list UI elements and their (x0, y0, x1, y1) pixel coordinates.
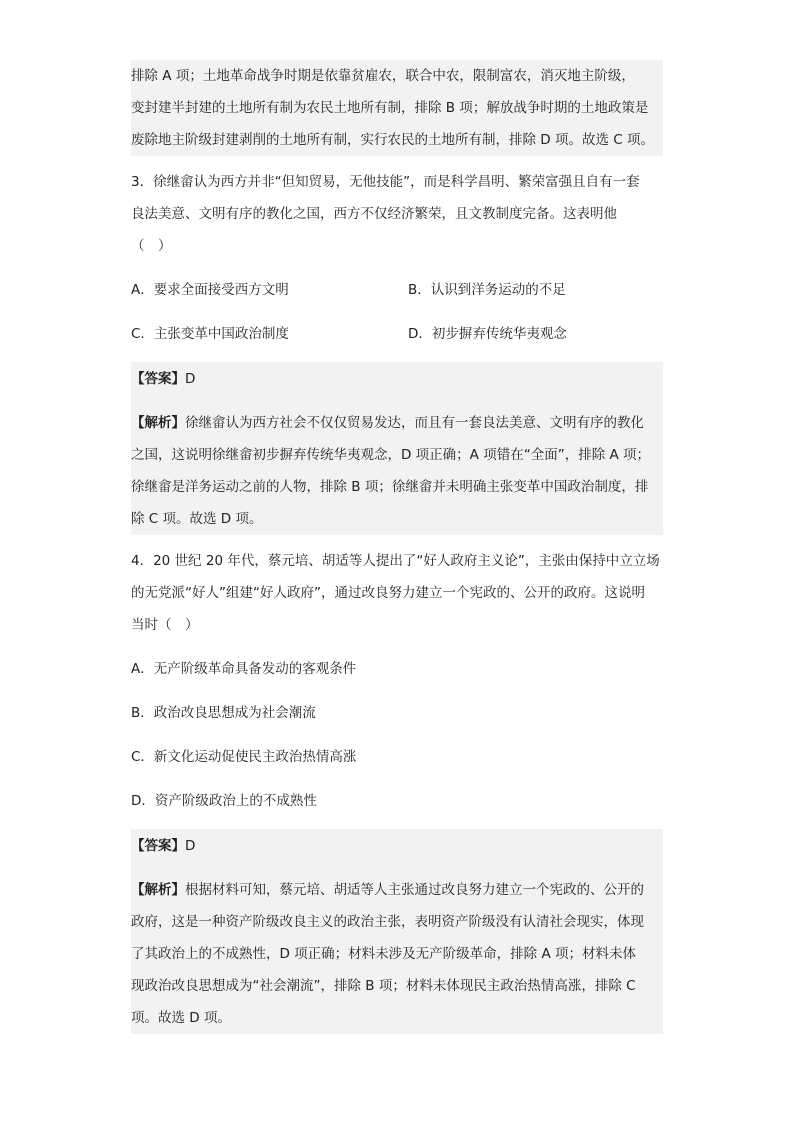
question-3-options-row-2 (131, 318, 663, 350)
analysis-line: 政府，这是一种资产阶级改良主义的政治主张，表明资产阶级没有认清社会现实，体现 (131, 914, 644, 930)
answer-line (131, 830, 663, 862)
option-b: B．认识到洋务运动的不足 (408, 282, 566, 298)
answer-value: D (185, 371, 196, 387)
option-c: C．主张变革中国政治制度 (131, 326, 289, 342)
analysis-line: 废除地主阶级封建剥削的土地所有制，实行农民的土地所有制，排除 D 项。故选 C 项。 (131, 132, 654, 148)
option-a: A．无产阶级革命具备发动的客观条件 (131, 661, 357, 677)
analysis-text: 根据材料可知，蔡元培、胡适等人主张通过改良努力建立一个宪政的、公开的 (185, 882, 644, 898)
analysis-line: 了其政治上的不成熟性，D 项正确；材料未涉及无产阶级革命，排除 A 项；材料未体 (131, 946, 637, 962)
option-c: C．新文化运动促使民主政治热情高涨 (131, 749, 357, 765)
option-d: D．资产阶级政治上的不成熟性 (131, 793, 317, 809)
question-stem-line: 4．20 世纪 20 年代，蔡元培、胡适等人提出了“好人政府主义论”，主张由保持中立立场 (131, 553, 660, 569)
answer-line (131, 363, 663, 395)
question-stem-line: 良法美意、文明有序的教化之国，西方不仅经济繁荣，且文教制度完备。这表明他 (131, 206, 617, 222)
analysis-line: 除 C 项。故选 D 项。 (131, 511, 263, 527)
question-stem-line: 当时（ ） (131, 617, 199, 633)
answer-label: 【答案】 (131, 371, 185, 387)
question-4 (131, 545, 663, 641)
analysis-label: 【解析】 (131, 882, 185, 898)
answer-value: D (185, 838, 196, 854)
question-stem-line: 的无党派“好人”组建“好人政府”，通过改良努力建立一个宪政的、公开的政府。这说明 (131, 585, 645, 601)
option-b: B．政治改良思想成为社会潮流 (131, 705, 316, 721)
question-stem-line: （ ） (131, 238, 172, 254)
answer-label: 【答案】 (131, 838, 185, 854)
analysis-line: 徐继畲是洋务运动之前的人物，排除 B 项；徐继畲并未明确主张变革中国政治制度，排 (131, 479, 649, 495)
analysis-line: 变封建半封建的土地所有制为农民土地所有制，排除 B 项；解放战争时期的土地政策是 (131, 100, 649, 116)
option-d: D．初步摒弃传统华夷观念 (408, 326, 567, 342)
analysis-line: 排除 A 项；土地革命战争时期是依靠贫雇农，联合中农，限制富农，消灭地主阶级， (131, 68, 635, 84)
question-3 (131, 166, 663, 262)
analysis-line: 之国，这说明徐继畲初步摒弃传统华夷观念，D 项正确；A 项错在“全面”，排除 A 项； (131, 447, 651, 463)
question-3-answer-block (131, 362, 663, 535)
analysis-text: 徐继畲认为西方社会不仅仅贸易发达，而且有一套良法美意、文明有序的教化 (185, 415, 644, 431)
analysis-line: 现政治改良思想成为“社会潮流”，排除 B 项；材料未体现民主政治热情高涨，排除 C (131, 978, 636, 994)
analysis-line (131, 407, 663, 439)
question-4-answer-block (131, 829, 663, 1034)
analysis-label: 【解析】 (131, 415, 185, 431)
question-3-options-row-1 (131, 274, 663, 306)
question-stem-line: 3．徐继畲认为西方并非“但知贸易，无他技能”，而是科学昌明、繁荣富强且自有一套 (131, 174, 640, 190)
analysis-line (131, 874, 663, 906)
analysis-line: 项。故选 D 项。 (131, 1010, 231, 1026)
document-page (131, 60, 663, 1034)
option-a: A．要求全面接受西方文明 (131, 282, 289, 298)
previous-analysis (131, 60, 663, 156)
